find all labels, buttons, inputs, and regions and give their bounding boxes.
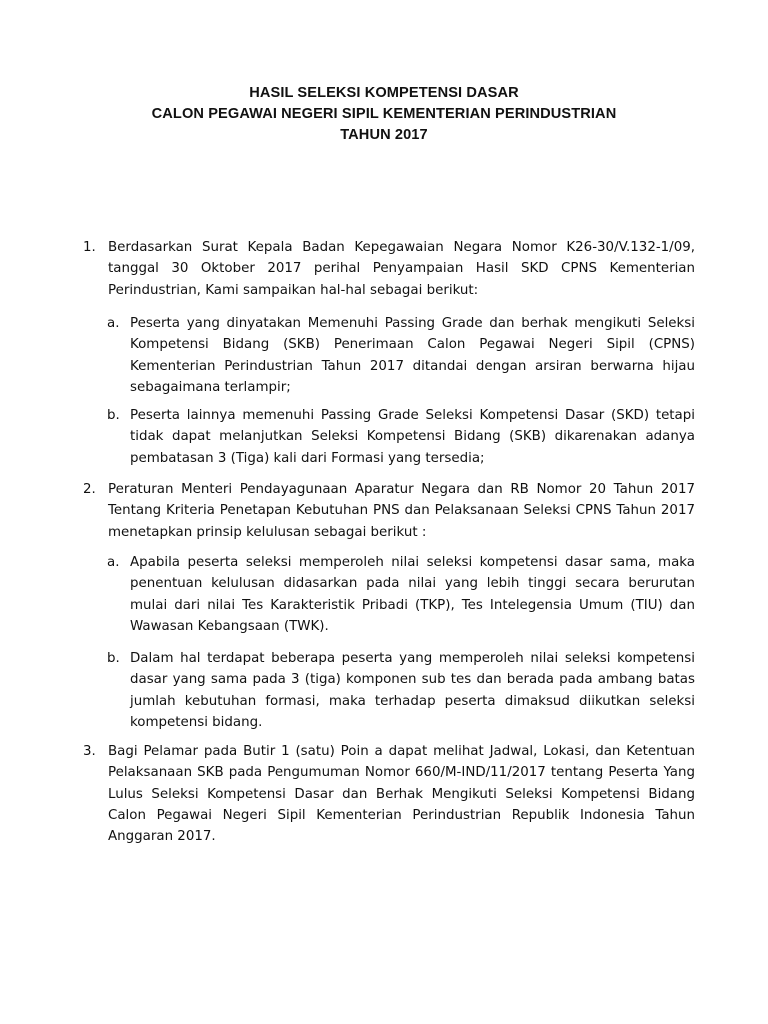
list-item-text: Peraturan Menteri Pendayagunaan Aparatur Negara dan RB Nomor 20 Tahun 2017 Tentang Kriteria Penetapan Kebutuhan PNS dan Pelaksanaan Seleksi CPNS Tahun 2017 menetapkan prinsip kelulusan sebagai berikut : <box>108 482 695 540</box>
list-item-1 <box>83 237 695 301</box>
sub-item-text: Peserta lainnya memenuhi Passing Grade Seleksi Kompetensi Dasar (SKD) tetapi tidak dapat melanjutkan Seleksi Kompetensi Bidang (SKB) dikarenakan adanya pembatasan 3 (Tiga) kali dari Formasi yang tersedia; <box>130 408 695 466</box>
sub-item-2b <box>107 648 695 733</box>
list-item-2 <box>83 479 695 543</box>
sub-item-text: Dalam hal terdapat beberapa peserta yang memperoleh nilai seleksi kompetensi dasar yang sama pada 3 (tiga) komponen sub tes dan berada pada ambang batas jumlah kebutuhan formasi, maka terhadap peserta dimaksud diikutkan seleksi kompetensi bidang. <box>130 651 695 730</box>
list-item-marker: 2. <box>83 482 96 497</box>
sub-item-marker: b. <box>107 408 120 423</box>
sub-item-1a <box>107 313 695 398</box>
sub-item-1b <box>107 405 695 469</box>
sub-item-marker: a. <box>107 555 120 570</box>
sub-item-marker: a. <box>107 316 120 331</box>
title-line-2: CALON PEGAWAI NEGERI SIPIL KEMENTERIAN PERINDUSTRIAN <box>151 106 617 122</box>
title-line-3: TAHUN 2017 <box>340 127 428 143</box>
sub-item-text: Apabila peserta seleksi memperoleh nilai seleksi kompetensi dasar sama, maka penentuan kelulusan didasarkan pada nilai yang lebih tinggi secara berurutan mulai dari nilai Tes Karakteristik Pribadi (TKP), Tes Intelegensia Umum (TIU) dan Wawasan Kebangsaan (TWK). <box>130 555 695 634</box>
list-item-text: Berdasarkan Surat Kepala Badan Kepegawaian Negara Nomor K26-30/V.132-1/09, tanggal 30 Oktober 2017 perihal Penyampaian Hasil SKD CPNS Kementerian Perindustrian, Kami sampaikan hal-hal sebagai berikut: <box>108 240 695 298</box>
document-title <box>0 83 768 146</box>
list-item-marker: 1. <box>83 240 96 255</box>
list-item-text: Bagi Pelamar pada Butir 1 (satu) Poin a dapat melihat Jadwal, Lokasi, dan Ketentuan Pelaksanaan SKB pada Pengumuman Nomor 660/M-IND/11/2017 tentang Peserta Yang Lulus Seleksi Kompetensi Dasar dan Berhak Mengikuti Seleksi Kompetensi Bidang Calon Pegawai Negeri Sipil Kementerian Perindustrian Republik Indonesia Tahun Anggaran 2017. <box>108 744 695 845</box>
title-line-1: HASIL SELEKSI KOMPETENSI DASAR <box>249 85 519 101</box>
sub-item-marker: b. <box>107 651 120 666</box>
list-item-3 <box>83 741 695 847</box>
list-item-marker: 3. <box>83 744 96 759</box>
sub-item-text: Peserta yang dinyatakan Memenuhi Passing Grade dan berhak mengikuti Seleksi Kompetensi Bidang (SKB) Penerimaan Calon Pegawai Negeri Sipil (CPNS) Kementerian Perindustrian Tahun 2017 ditandai dengan arsiran berwarna hijau sebagaimana terlampir; <box>130 316 695 395</box>
sub-item-2a <box>107 552 695 637</box>
